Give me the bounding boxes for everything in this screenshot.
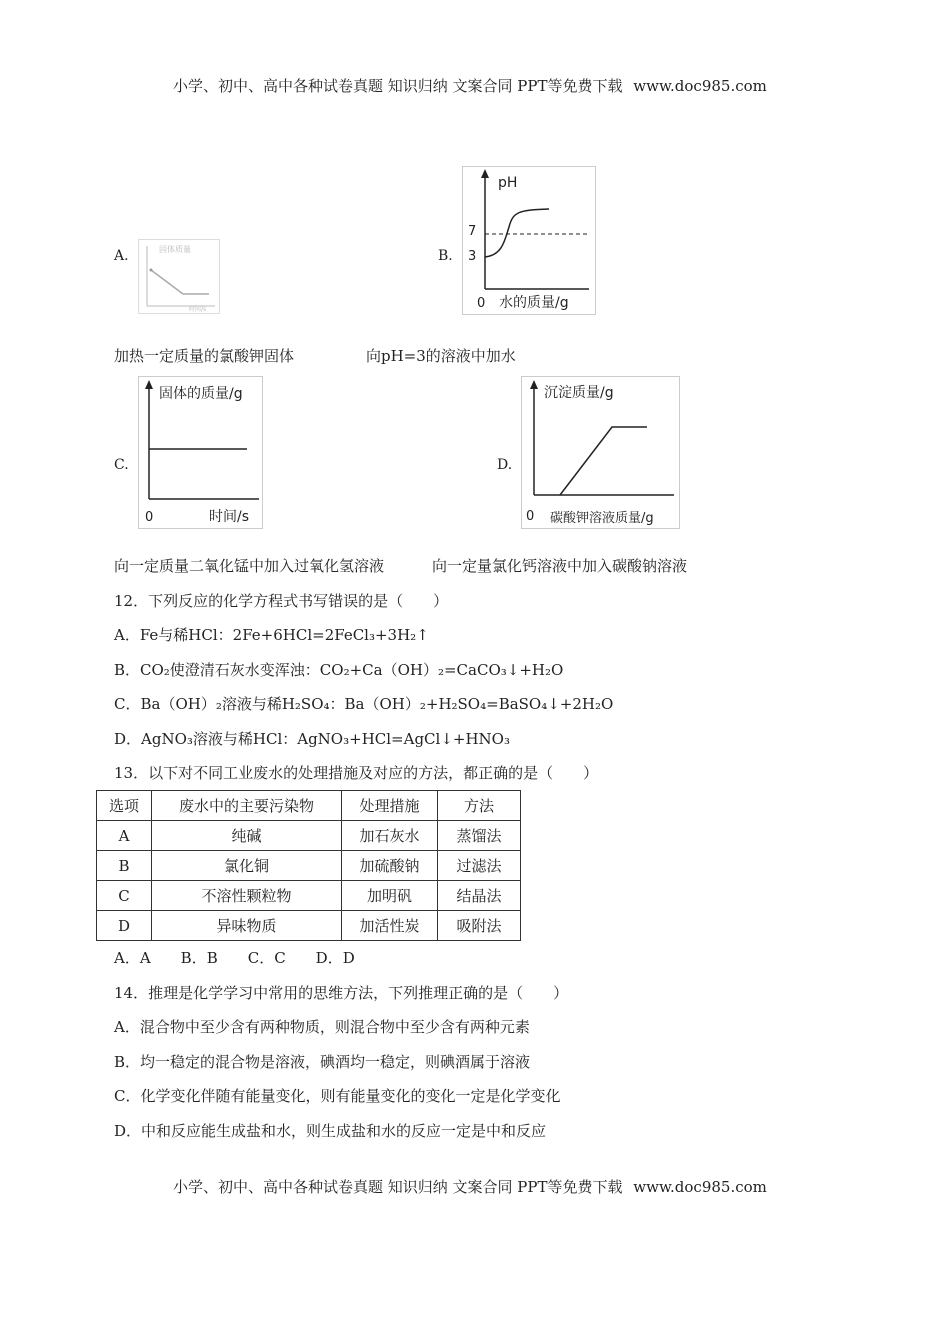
table-cell: A [97, 821, 152, 851]
footer-text: 小学、初中、高中各种试卷真题 知识归纳 文案合同 PPT等免费下载 [173, 1178, 623, 1196]
option-c-graph [138, 376, 263, 529]
q14-option-c: C．化学变化伴随有能量变化，则有能量变化的变化一定是化学变化 [114, 1087, 561, 1105]
option-b-chart [463, 167, 595, 314]
b-tick-3: 3 [468, 249, 477, 264]
d-ylabel: 沉淀质量/g [544, 385, 614, 401]
table-cell: 加明矾 [342, 881, 438, 911]
header-cell: 方法 [438, 791, 521, 821]
option-d-graph [521, 376, 680, 529]
c-y-arrow [145, 380, 153, 389]
header-url: www.doc985.com [633, 77, 767, 95]
page-footer [173, 1176, 767, 1197]
table-row [97, 821, 521, 851]
option-a-graph [138, 239, 220, 314]
header-cell: 废水中的主要污染物 [152, 791, 342, 821]
a-curve [151, 270, 183, 294]
a-faint-ylabel: 固体质量 [159, 245, 191, 254]
table-cell: 结晶法 [438, 881, 521, 911]
table-cell: 氯化铜 [152, 851, 342, 881]
b-tick-7: 7 [468, 224, 477, 239]
a-faint-xlabel: 时间/s [189, 306, 207, 313]
option-d-chart [522, 377, 679, 528]
table-row [97, 911, 521, 941]
header-text: 小学、初中、高中各种试卷真题 知识归纳 文案合同 PPT等免费下载 [173, 77, 623, 95]
table-cell: 加硫酸钠 [342, 851, 438, 881]
option-c-letter: C. [114, 457, 129, 473]
q14-option-a: A．混合物中至少含有两种物质，则混合物中至少含有两种元素 [114, 1018, 530, 1036]
table-cell: 加石灰水 [342, 821, 438, 851]
d-curve [560, 427, 647, 495]
q12-option-c: C．Ba（OH）₂溶液与稀H₂SO₄：Ba（OH）₂+H₂SO₄=BaSO₄↓+2H₂O [114, 695, 614, 713]
q12-option-d: D．AgNO₃溶液与稀HCl：AgNO₃+HCl=AgCl↓+HNO₃ [114, 730, 510, 748]
b-ylabel: pH [498, 175, 518, 191]
option-b-graph [462, 166, 596, 315]
caption-a: 加热一定质量的氯酸钾固体 [114, 347, 295, 365]
option-a-chart [139, 240, 219, 313]
footer-url: www.doc985.com [633, 1178, 767, 1196]
option-c-chart [139, 377, 262, 528]
header-cell: 处理措施 [342, 791, 438, 821]
table-cell: 过滤法 [438, 851, 521, 881]
table-cell: D [97, 911, 152, 941]
table-row [97, 881, 521, 911]
caption-d: 向一定量氯化钙溶液中加入碳酸钠溶液 [432, 557, 688, 575]
option-a-letter: A. [114, 248, 129, 264]
page-header [173, 75, 767, 96]
table-cell: 纯碱 [152, 821, 342, 851]
q13-table [96, 790, 521, 941]
d-xlabel: 碳酸钾溶液质量/g [550, 511, 654, 526]
a-point [150, 269, 153, 272]
c-ylabel: 固体的质量/g [159, 386, 243, 402]
table-header-row [97, 791, 521, 821]
option-b-letter: B. [438, 248, 453, 264]
table-cell: C [97, 881, 152, 911]
q14-option-d: D．中和反应能生成盐和水，则生成盐和水的反应一定是中和反应 [114, 1122, 547, 1140]
caption-b: 向pH=3的溶液中加水 [366, 347, 516, 365]
option-d-letter: D. [497, 457, 513, 473]
table-cell: 不溶性颗粒物 [152, 881, 342, 911]
q12-option-a: A．Fe与稀HCl：2Fe+6HCl=2FeCl₃+3H₂↑ [114, 626, 429, 644]
c-xlabel: 时间/s [209, 509, 250, 525]
c-origin: 0 [145, 510, 154, 525]
q14-stem: 14．推理是化学学习中常用的思维方法，下列推理正确的是（ ） [114, 984, 569, 1002]
b-y-arrow [481, 169, 489, 178]
q13-answers: A．A B．B C．C D．D [114, 949, 355, 967]
table-cell: 吸附法 [438, 911, 521, 941]
b-origin: 0 [477, 296, 486, 311]
q12-option-b: B．CO₂使澄清石灰水变浑浊：CO₂+Ca（OH）₂=CaCO₃↓+H₂O [114, 661, 564, 679]
table-cell: 蒸馏法 [438, 821, 521, 851]
table-cell: 异味物质 [152, 911, 342, 941]
d-y-arrow [530, 380, 538, 389]
q13-stem: 13．以下对不同工业废水的处理措施及对应的方法，都正确的是（ ） [114, 764, 599, 782]
q14-option-b: B．均一稳定的混合物是溶液，碘酒均一稳定，则碘酒属于溶液 [114, 1053, 531, 1071]
table-cell: 加活性炭 [342, 911, 438, 941]
header-cell: 选项 [97, 791, 152, 821]
d-origin: 0 [526, 509, 535, 524]
b-curve [485, 209, 549, 257]
b-xlabel: 水的质量/g [499, 295, 569, 311]
q12-stem: 12．下列反应的化学方程式书写错误的是（ ） [114, 592, 449, 610]
table-cell: B [97, 851, 152, 881]
table-row [97, 851, 521, 881]
caption-c: 向一定质量二氧化锰中加入过氧化氢溶液 [114, 557, 385, 575]
